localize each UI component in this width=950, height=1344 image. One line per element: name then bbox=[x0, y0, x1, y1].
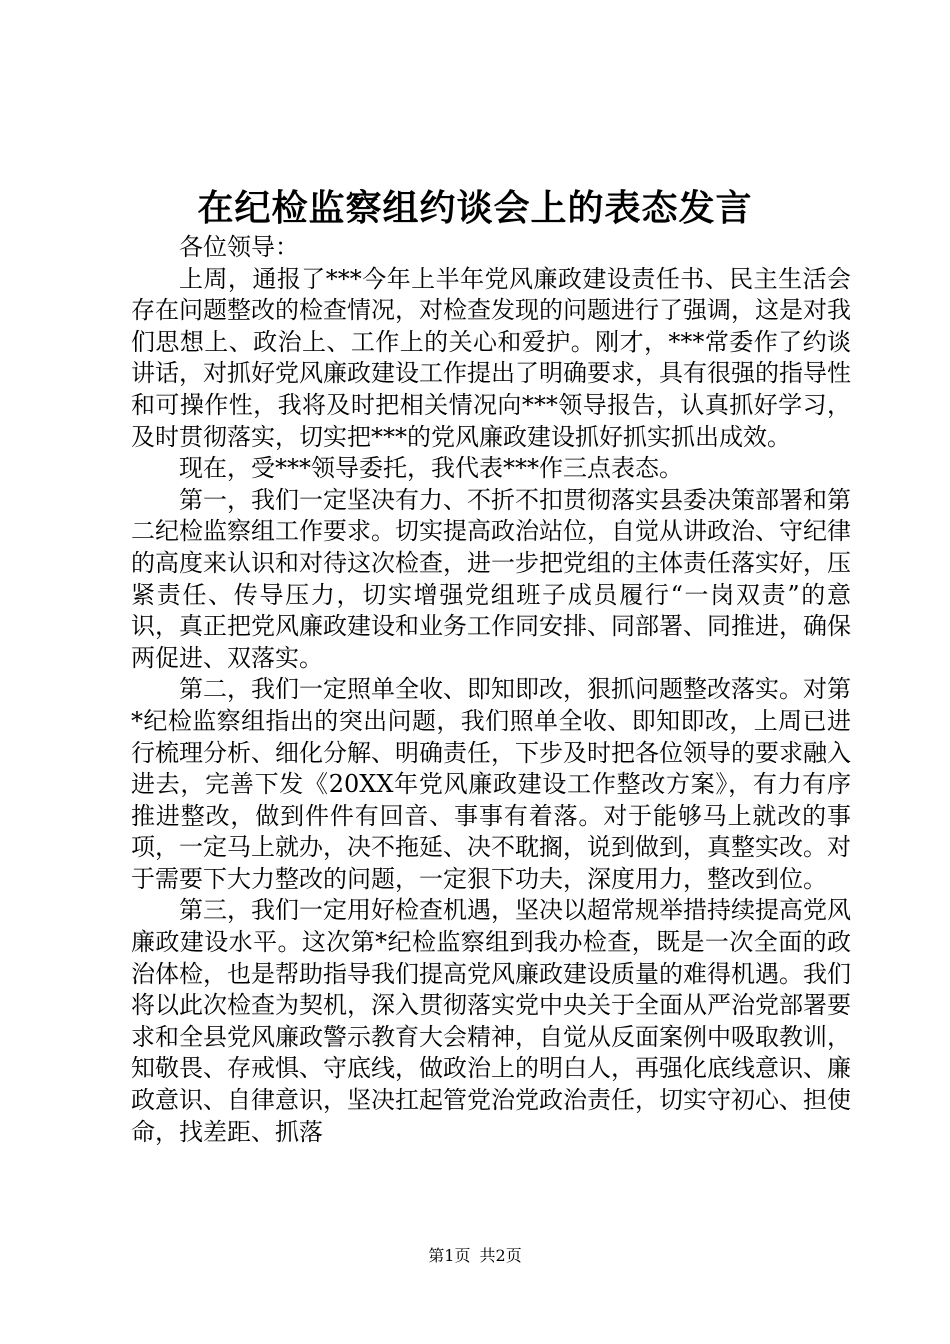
paragraph-second: 第二，我们一定照单全收、即知即改，狠抓问题整改落实。对第*纪检监察组指出的突出问题，我们照单全收、即知即改，上周已进行梳理分析、细化分解、明确责任，下步及时把各位领导的要求融入进去，完善下发《20XX年党风廉政建设工作整改方案》，有力有序推进整改，做到件件有回音、事事有着落。对于能够马上就改的事项，一定马上就办，决不拖延、决不耽搁，说到做到，真整实改。对于需要下大力整改的问题，一定狠下功夫，深度用力，整改到位。 bbox=[131, 675, 851, 893]
document-title: 在纪检监察组约谈会上的表态发言 bbox=[197, 187, 753, 229]
paragraph-third: 第三，我们一定用好检查机遇，坚决以超常规举措持续提高党风廉政建设水平。这次第*纪检监察组到我办检查，既是一次全面的政治体检，也是帮助指导我们提高党风廉政建设质量的难得机遇。我们将以此次检查为契机，深入贯彻落实党中央关于全面从严治党部署要求和全县党风廉政警示教育大会精神，自觉从反面案例中吸取教训，知敬畏、存戒惧、守底线，做政治上的明白人，再强化底线意识、廉政意识、自律意识，坚决扛起管党治党政治责任，切实守初心、担使命，找差距、抓落 bbox=[131, 896, 851, 1146]
paragraph-first: 第一，我们一定坚决有力、不折不扣贯彻落实县委决策部署和第二纪检监察组工作要求。切实提高政治站位，自觉从讲政治、守纪律的高度来认识和对待这次检查，进一步把党组的主体责任落实好，压紧责任、传导压力，切实增强党组班子成员履行“一岗双责”的意识，真正把党风廉政建设和业务工作同安排、同部署、同推进，确保两促进、双落实。 bbox=[131, 485, 851, 672]
page-footer bbox=[0, 1244, 950, 1268]
page-number: 第1页 bbox=[428, 1246, 471, 1265]
page-total: 共2页 bbox=[479, 1246, 522, 1265]
salutation: 各位领导： bbox=[179, 233, 299, 261]
document-body bbox=[131, 232, 851, 1148]
paragraph-intro: 上周，通报了***今年上半年党风廉政建设责任书、民主生活会存在问题整改的检查情况，对检查发现的问题进行了强调，这是对我们思想上、政治上、工作上的关心和爱护。刚才，***常委作了约谈讲话，对抓好党风廉政建设工作提出了明确要求，具有很强的指导性和可操作性，我将及时把相关情况向***领导报告，认真抓好学习，及时贯彻落实，切实把***的党风廉政建设抓好抓实抓出成效。 bbox=[131, 264, 851, 451]
paragraph-statement: 现在，受***领导委托，我代表***作三点表态。 bbox=[179, 454, 683, 483]
